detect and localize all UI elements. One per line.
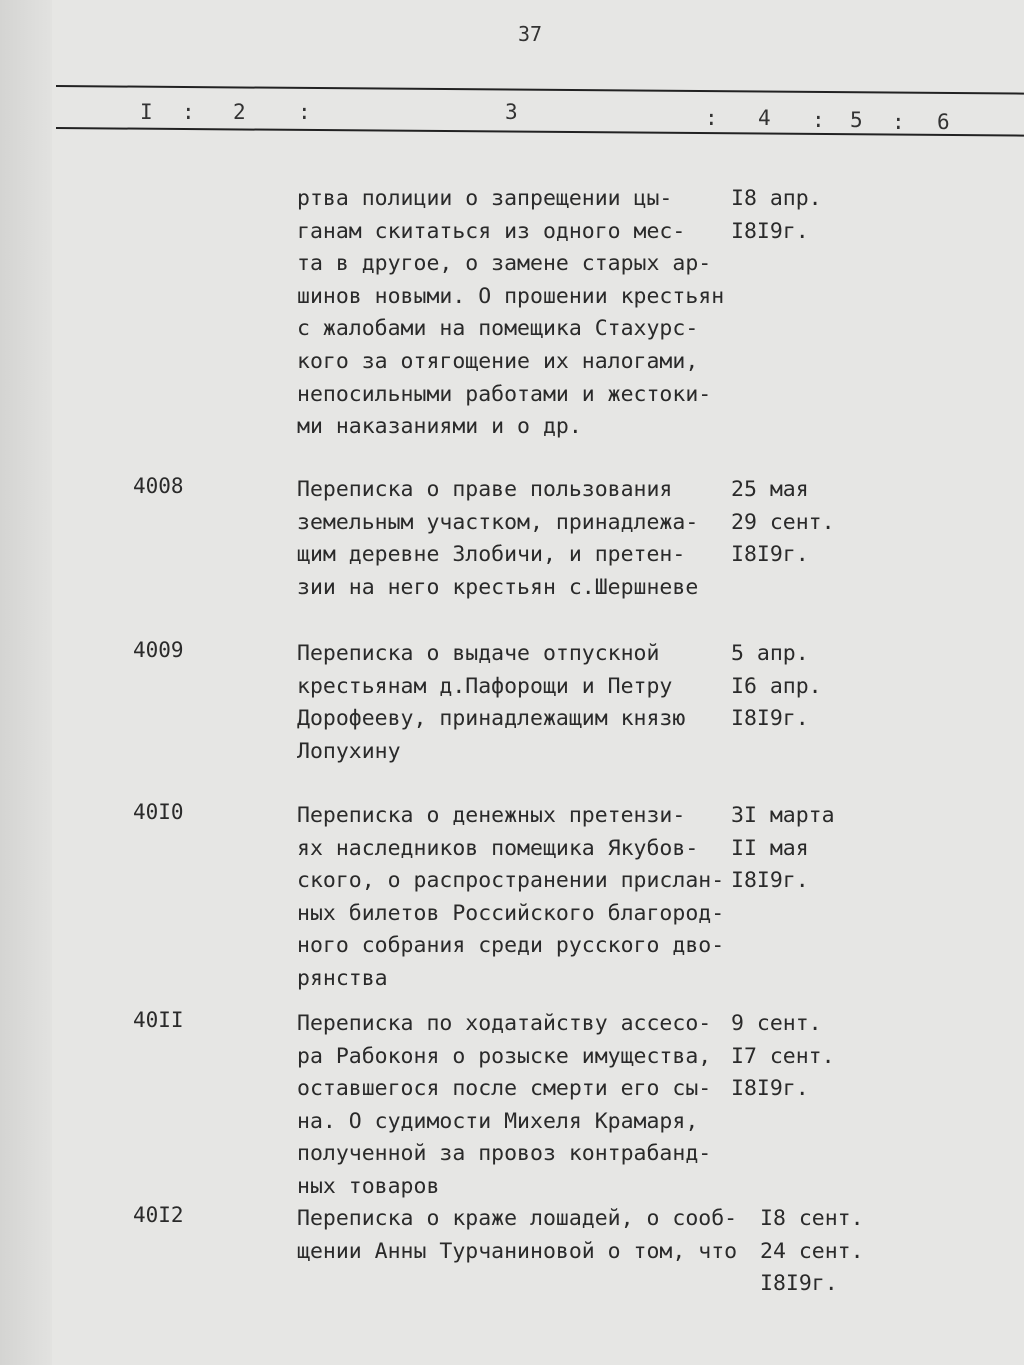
date-line: I6 апр. bbox=[731, 673, 822, 699]
entry-number: 40II bbox=[133, 1008, 184, 1032]
description-line: Переписка о выдаче отпускной bbox=[297, 641, 660, 666]
description-line: ртва полиции о запрещении цы- bbox=[297, 186, 673, 211]
entry-description bbox=[297, 474, 698, 604]
col-6: 6 bbox=[937, 110, 950, 134]
date-line: I8I9г. bbox=[731, 218, 809, 244]
description-line: ях наследников помещика Якубов- bbox=[297, 835, 699, 861]
entry-dates bbox=[731, 638, 822, 736]
col-sep: : bbox=[705, 106, 718, 130]
page-number: 37 bbox=[518, 22, 543, 46]
col-4: 4 bbox=[758, 106, 771, 130]
description-line: шинов новыми. О прошении крестьян bbox=[297, 283, 725, 309]
description-line: Лопухину bbox=[297, 738, 401, 764]
description-line: ра Рабоконя о розыске имущества, bbox=[297, 1043, 712, 1069]
date-line: 5 апр. bbox=[731, 641, 809, 666]
description-line: рянства bbox=[297, 965, 388, 991]
col-1: I bbox=[140, 100, 153, 124]
description-line: ского, о распространении прислан- bbox=[297, 868, 725, 894]
description-line: Дорофееву, принадлежащим князю bbox=[297, 706, 686, 732]
date-line: 24 сент. bbox=[760, 1238, 864, 1264]
description-line: кого за отягощение их налогами, bbox=[297, 348, 699, 374]
entry-number: 4008 bbox=[133, 474, 184, 498]
date-line: I8 апр. bbox=[731, 186, 822, 211]
entry-dates bbox=[731, 800, 835, 898]
header-top-rule bbox=[56, 85, 1024, 95]
description-line: ных товаров bbox=[297, 1173, 440, 1199]
date-line: 25 мая bbox=[731, 477, 809, 502]
entry-description bbox=[297, 638, 685, 768]
description-line: та в другое, о замене старых ар- bbox=[297, 251, 712, 277]
description-line: Переписка о денежных претензи- bbox=[297, 803, 686, 828]
description-line: с жалобами на помещика Стахурс- bbox=[297, 316, 699, 342]
description-line: земельным участком, принадлежа- bbox=[297, 509, 699, 535]
entry-dates bbox=[731, 183, 822, 248]
description-line: на. О судимости Михеля Крамаря, bbox=[297, 1108, 699, 1134]
date-line: 3I марта bbox=[731, 803, 835, 828]
entry-description bbox=[297, 183, 724, 444]
date-line: II мая bbox=[731, 835, 809, 861]
entry-number: 4009 bbox=[133, 638, 184, 662]
description-line: щим деревне Злобичи, и претен- bbox=[297, 542, 686, 568]
date-line: I8I9г. bbox=[731, 868, 809, 894]
description-line: ных билетов Российского благород- bbox=[297, 900, 725, 926]
description-line: Переписка о праве пользования bbox=[297, 477, 673, 502]
entry-dates bbox=[731, 474, 835, 572]
description-line: полученной за провоз контрабанд- bbox=[297, 1141, 712, 1167]
header-bottom-rule bbox=[56, 127, 1024, 137]
description-line: ми наказаниями и о др. bbox=[297, 414, 582, 440]
entry-description bbox=[297, 1203, 737, 1268]
date-line: I8 сент. bbox=[760, 1206, 864, 1231]
col-3: 3 bbox=[505, 100, 518, 124]
entry-dates bbox=[760, 1203, 864, 1301]
date-line: 9 сент. bbox=[731, 1011, 822, 1036]
entry-number: 40I0 bbox=[133, 800, 184, 824]
description-line: ганам скитаться из одного мес- bbox=[297, 218, 686, 244]
description-line: ного собрания среди русского дво- bbox=[297, 933, 725, 959]
col-sep: : bbox=[892, 110, 905, 134]
date-line: I8I9г. bbox=[731, 1076, 809, 1102]
col-2: 2 bbox=[233, 100, 246, 124]
description-line: Переписка о краже лошадей, о сооб- bbox=[297, 1206, 738, 1231]
col-sep: : bbox=[298, 100, 311, 124]
date-line: 29 сент. bbox=[731, 509, 835, 535]
description-line: Переписка по ходатайству ассесо- bbox=[297, 1011, 712, 1036]
entry-description bbox=[297, 800, 724, 996]
description-line: зии на него крестьян с.Шершневе bbox=[297, 574, 699, 600]
col-sep: : bbox=[812, 108, 825, 132]
description-line: оставшегося после смерти его сы- bbox=[297, 1076, 712, 1102]
entry-description bbox=[297, 1008, 711, 1204]
date-line: I7 сент. bbox=[731, 1043, 835, 1069]
page-edge bbox=[0, 0, 52, 1365]
date-line: I8I9г. bbox=[760, 1271, 838, 1297]
description-line: крестьянам д.Пафорощи и Петру bbox=[297, 673, 673, 699]
description-line: непосильными работами и жестоки- bbox=[297, 381, 712, 407]
entry-dates bbox=[731, 1008, 835, 1106]
entry-number: 40I2 bbox=[133, 1203, 184, 1227]
col-sep: : bbox=[182, 100, 195, 124]
date-line: I8I9г. bbox=[731, 706, 809, 732]
description-line: щении Анны Турчаниновой о том, что bbox=[297, 1238, 738, 1264]
date-line: I8I9г. bbox=[731, 542, 809, 568]
col-5: 5 bbox=[850, 108, 863, 132]
